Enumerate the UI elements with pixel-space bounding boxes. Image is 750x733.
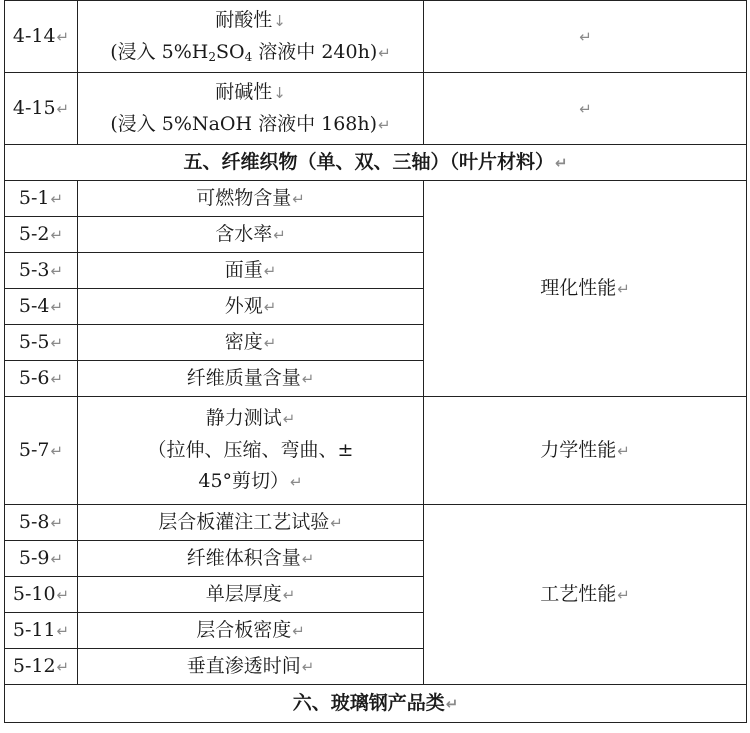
test-item-cell: 含水率↵ [78, 217, 424, 253]
category-cell: 理化性能↵ [424, 181, 747, 397]
table-row [5, 1, 747, 73]
row-id-cell: 5-8↵ [5, 505, 78, 541]
category-cell: 工艺性能↵ [424, 505, 747, 685]
row-id-cell: 4-15↵ [5, 73, 78, 145]
row-id-cell: 5-6↵ [5, 361, 78, 397]
test-item-cell: 耐碱性↓ (浸入 5%NaOH 溶液中 168h)↵ [78, 73, 424, 145]
test-item-cell: 纤维质量含量↵ [78, 361, 424, 397]
test-item-cell: 层合板灌注工艺试验↵ [78, 505, 424, 541]
category-cell: ↵ [424, 1, 747, 73]
test-item-cell: 单层厚度↵ [78, 577, 424, 613]
test-item-cell: 外观↵ [78, 289, 424, 325]
table-row [5, 181, 747, 217]
row-id-cell: 5-2↵ [5, 217, 78, 253]
category-cell: ↵ [424, 73, 747, 145]
row-id-cell: 5-1↵ [5, 181, 78, 217]
table-row [5, 397, 747, 505]
test-items-table [4, 0, 747, 723]
row-id-cell: 5-10↵ [5, 577, 78, 613]
table-row [5, 505, 747, 541]
row-id-cell: 5-9↵ [5, 541, 78, 577]
category-cell: 力学性能↵ [424, 397, 747, 505]
test-item-cell: 静力测试↵ （拉伸、压缩、弯曲、± 45°剪切）↵ [78, 397, 424, 505]
section-title: 五、纤维织物（单、双、三轴）（叶片材料）↵ [5, 145, 747, 181]
section-header-row [5, 685, 747, 723]
section-header-row [5, 145, 747, 181]
test-item-cell: 耐酸性↓ (浸入 $5\%H_2SO_4$ 溶液中 240h)↵ [78, 1, 424, 73]
row-id-cell: 5-7↵ [5, 397, 78, 505]
test-item-cell: 纤维体积含量↵ [78, 541, 424, 577]
table-row [5, 73, 747, 145]
test-item-cell: 垂直渗透时间↵ [78, 649, 424, 685]
row-id-cell: 5-4↵ [5, 289, 78, 325]
test-item-cell: 密度↵ [78, 325, 424, 361]
row-id-cell: 5-11↵ [5, 613, 78, 649]
row-id-cell: 5-5↵ [5, 325, 78, 361]
test-item-cell: 可燃物含量↵ [78, 181, 424, 217]
row-id-cell: 5-3↵ [5, 253, 78, 289]
row-id-cell: 4-14↵ [5, 1, 78, 73]
section-title: 六、玻璃钢产品类↵ [5, 685, 747, 723]
test-item-cell: 层合板密度↵ [78, 613, 424, 649]
row-id-cell: 5-12↵ [5, 649, 78, 685]
test-item-cell: 面重↵ [78, 253, 424, 289]
